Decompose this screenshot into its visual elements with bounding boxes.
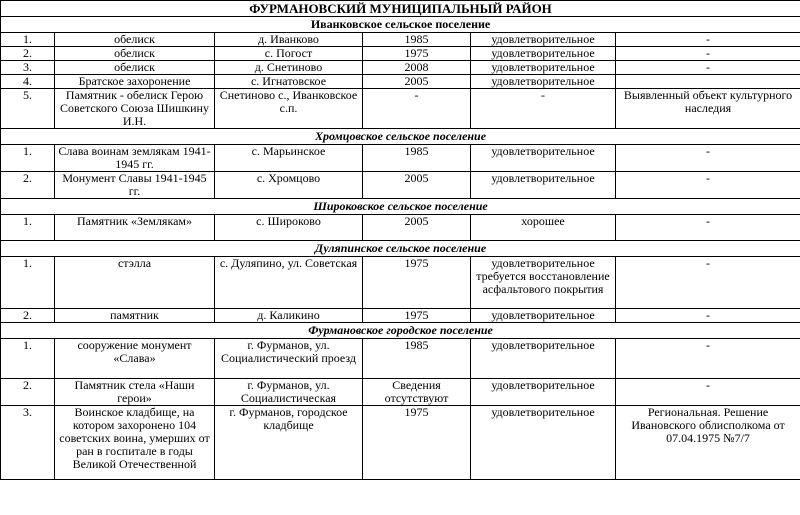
section-title: Широковское сельское поселение bbox=[1, 199, 800, 215]
section-title: Фурмановское городское поселение bbox=[1, 323, 800, 339]
document-title: ФУРМАНОВСКИЙ МУНИЦИПАЛЬНЫЙ РАЙОН bbox=[1, 1, 800, 17]
section-title: Хромцовское сельское поселение bbox=[1, 129, 800, 145]
object-name: стэлла bbox=[55, 257, 215, 309]
install-year: 1975 bbox=[363, 47, 471, 61]
row-number: 5. bbox=[1, 89, 55, 129]
object-note: - bbox=[616, 33, 800, 47]
object-condition: удовлетворительное bbox=[471, 33, 616, 47]
table-row bbox=[1, 33, 800, 47]
row-number: 3. bbox=[1, 406, 55, 480]
install-year: 2005 bbox=[363, 172, 471, 199]
object-condition: удовлетворительное bbox=[471, 75, 616, 89]
table-row bbox=[1, 309, 800, 323]
install-year: 2005 bbox=[363, 215, 471, 241]
object-condition: удовлетворительное bbox=[471, 61, 616, 75]
table-row bbox=[1, 339, 800, 379]
object-location: д. Иванково bbox=[215, 33, 363, 47]
title-row bbox=[1, 1, 800, 17]
install-year: 2008 bbox=[363, 61, 471, 75]
object-location: с. Марьинское bbox=[215, 145, 363, 172]
row-number: 2. bbox=[1, 172, 55, 199]
object-note: - bbox=[616, 215, 800, 241]
object-note: - bbox=[616, 339, 800, 379]
row-number: 3. bbox=[1, 61, 55, 75]
object-condition: удовлетворительное bbox=[471, 406, 616, 480]
install-year: 2005 bbox=[363, 75, 471, 89]
object-note: - bbox=[616, 309, 800, 323]
object-name: Монумент Славы 1941-1945 гг. bbox=[55, 172, 215, 199]
section-title: Иванковское сельское поселение bbox=[1, 17, 800, 33]
object-note bbox=[616, 75, 800, 89]
object-location: г. Фурманов, городское кладбище bbox=[215, 406, 363, 480]
object-note: - bbox=[616, 172, 800, 199]
install-year: - bbox=[363, 89, 471, 129]
table-row bbox=[1, 379, 800, 406]
object-name: памятник bbox=[55, 309, 215, 323]
section-header-row bbox=[1, 17, 800, 33]
section-header-row bbox=[1, 323, 800, 339]
object-condition: - bbox=[471, 89, 616, 129]
object-name: Памятник - обелиск Герою Советского Союза Шишкину И.Н. bbox=[55, 89, 215, 129]
object-name: обелиск bbox=[55, 61, 215, 75]
object-location: г. Фурманов, ул. Социалистический проезд bbox=[215, 339, 363, 379]
row-number: 1. bbox=[1, 33, 55, 47]
object-location: д. Снетиново bbox=[215, 61, 363, 75]
object-location: с. Погост bbox=[215, 47, 363, 61]
object-note: Региональная. Решение Ивановского облисполкома от 07.04.1975 №7/7 bbox=[616, 406, 800, 480]
object-name: Памятник «Землякам» bbox=[55, 215, 215, 241]
table-row bbox=[1, 47, 800, 61]
object-name: Памятник стела «Наши герои» bbox=[55, 379, 215, 406]
object-note: - bbox=[616, 257, 800, 309]
table-row bbox=[1, 145, 800, 172]
object-condition: хорошее bbox=[471, 215, 616, 241]
object-note: - bbox=[616, 145, 800, 172]
object-location: с. Дуляпино, ул. Советская bbox=[215, 257, 363, 309]
table-row bbox=[1, 75, 800, 89]
table-row bbox=[1, 61, 800, 75]
row-number: 2. bbox=[1, 47, 55, 61]
row-number: 1. bbox=[1, 145, 55, 172]
object-name: обелиск bbox=[55, 47, 215, 61]
object-name: сооружение монумент «Слава» bbox=[55, 339, 215, 379]
object-condition: удовлетворительное bbox=[471, 145, 616, 172]
object-location: с. Широково bbox=[215, 215, 363, 241]
install-year: Сведения отсутствуют bbox=[363, 379, 471, 406]
section-header-row bbox=[1, 199, 800, 215]
object-condition: удовлетворительное bbox=[471, 47, 616, 61]
install-year: 1975 bbox=[363, 406, 471, 480]
row-number: 1. bbox=[1, 257, 55, 309]
object-condition: удовлетворительное bbox=[471, 379, 616, 406]
object-name: обелиск bbox=[55, 33, 215, 47]
object-location: с. Игнатовское bbox=[215, 75, 363, 89]
install-year: 1975 bbox=[363, 257, 471, 309]
table-body bbox=[1, 1, 800, 480]
row-number: 1. bbox=[1, 215, 55, 241]
object-condition: удовлетворительное требуется восстановление асфальтового покрытия bbox=[471, 257, 616, 309]
object-location: д. Каликино bbox=[215, 309, 363, 323]
table-row bbox=[1, 257, 800, 309]
table-row bbox=[1, 406, 800, 480]
object-name: Братское захоронение bbox=[55, 75, 215, 89]
row-number: 4. bbox=[1, 75, 55, 89]
row-number: 1. bbox=[1, 339, 55, 379]
object-location: г. Фурманов, ул. Социалистическая bbox=[215, 379, 363, 406]
install-year: 1985 bbox=[363, 33, 471, 47]
table-row bbox=[1, 89, 800, 129]
table-row bbox=[1, 215, 800, 241]
object-name: Слава воинам землякам 1941-1945 гг. bbox=[55, 145, 215, 172]
object-condition: удовлетворительное bbox=[471, 309, 616, 323]
object-condition: удовлетворительное bbox=[471, 339, 616, 379]
section-header-row bbox=[1, 129, 800, 145]
object-note: - bbox=[616, 47, 800, 61]
install-year: 1975 bbox=[363, 309, 471, 323]
object-note: - bbox=[616, 379, 800, 406]
object-note: Выявленный объект культурного наследия bbox=[616, 89, 800, 129]
section-header-row bbox=[1, 241, 800, 257]
table-row bbox=[1, 172, 800, 199]
install-year: 1985 bbox=[363, 339, 471, 379]
row-number: 2. bbox=[1, 309, 55, 323]
object-location: с. Хромцово bbox=[215, 172, 363, 199]
section-title: Дуляпинское сельское поселение bbox=[1, 241, 800, 257]
object-condition: удовлетворительное bbox=[471, 172, 616, 199]
object-note: - bbox=[616, 61, 800, 75]
object-name: Воинское кладбище, на котором захоронено 104 советских воина, умерших от ран в госпитале в годы Великой Отечественной bbox=[55, 406, 215, 480]
install-year: 1985 bbox=[363, 145, 471, 172]
row-number: 2. bbox=[1, 379, 55, 406]
object-location: Снетиново с., Иванковское с.п. bbox=[215, 89, 363, 129]
